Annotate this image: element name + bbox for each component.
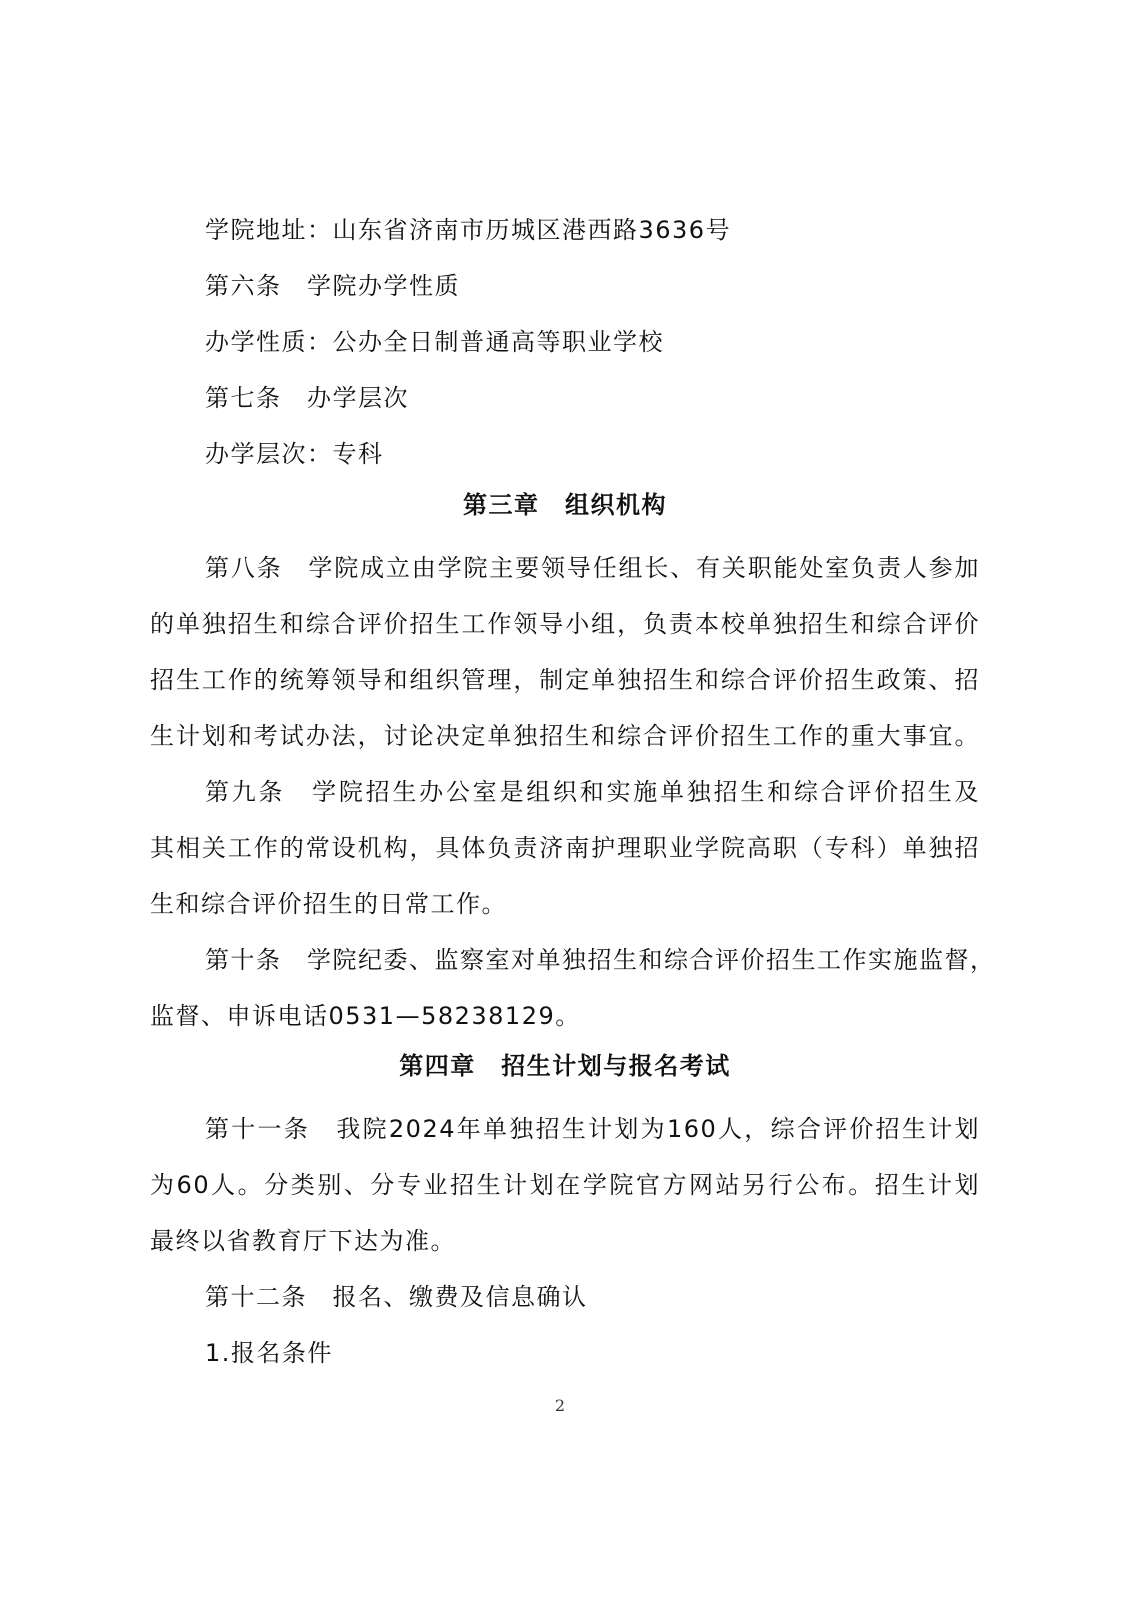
school-nature-line: 办学性质：公办全日制普通高等职业学校 — [205, 328, 664, 356]
article-11-line-1: 第十一条 我院2024年单独招生计划为160人，综合评价招生计划 — [205, 1115, 980, 1143]
article-10-line-2: 监督、申诉电话0531—58238129。 — [150, 1002, 581, 1030]
article-8-line-4: 生计划和考试办法，讨论决定单独招生和综合评价招生工作的重大事宜。 — [150, 722, 980, 750]
school-level-line: 办学层次：专科 — [205, 440, 384, 468]
chapter-3-heading: 第三章 组织机构 — [463, 491, 667, 519]
article-11-line-2: 为60人。分类别、分专业招生计划在学院官方网站另行公布。招生计划 — [150, 1171, 980, 1199]
article-11-line-3: 最终以省教育厅下达为准。 — [150, 1227, 456, 1255]
article-8-line-1: 第八条 学院成立由学院主要领导任组长、有关职能处室负责人参加 — [205, 554, 980, 582]
item-1-title: 1.报名条件 — [205, 1339, 333, 1367]
article-8-line-3: 招生工作的统筹领导和组织管理，制定单独招生和综合评价招生政策、招 — [150, 666, 980, 694]
article-9-line-2: 其相关工作的常设机构，具体负责济南护理职业学院高职（专科）单独招 — [150, 834, 980, 862]
article-7-title: 第七条 办学层次 — [205, 384, 409, 412]
article-9-line-3: 生和综合评价招生的日常工作。 — [150, 890, 507, 918]
article-9-line-1: 第九条 学院招生办公室是组织和实施单独招生和综合评价招生及 — [205, 778, 980, 806]
chapter-4-heading: 第四章 招生计划与报名考试 — [399, 1052, 731, 1080]
page-number: 2 — [554, 1396, 566, 1415]
address-line: 学院地址：山东省济南市历城区港西路3636号 — [205, 216, 732, 244]
article-10-line-1: 第十条 学院纪委、监察室对单独招生和综合评价招生工作实施监督， — [205, 946, 996, 974]
article-6-title: 第六条 学院办学性质 — [205, 272, 460, 300]
article-12-title: 第十二条 报名、缴费及信息确认 — [205, 1283, 588, 1311]
article-8-line-2: 的单独招生和综合评价招生工作领导小组，负责本校单独招生和综合评价 — [150, 610, 980, 638]
